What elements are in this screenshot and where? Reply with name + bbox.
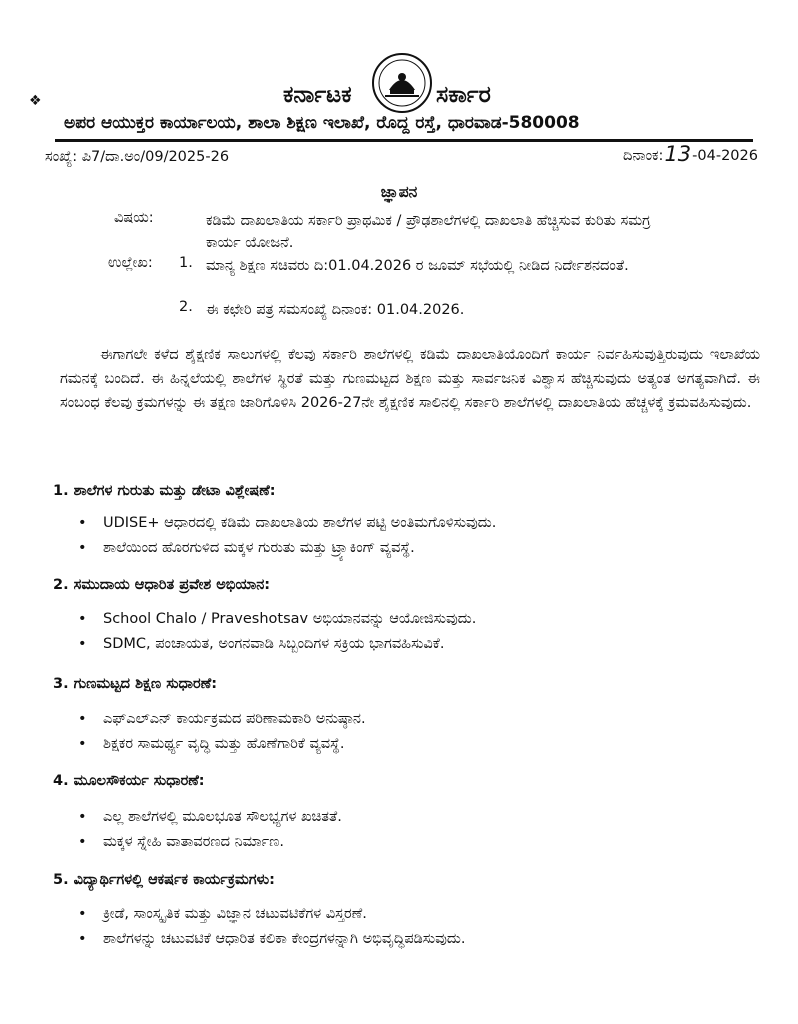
list-item-text: SDMC, ಪಂಚಾಯತ, ಅಂಗನವಾಡಿ ಸಿಬ್ಬಂದಿಗಳ ಸಕ್ರಿಯ ಭಾಗವಹಿಸುವಿಕೆ.: [103, 636, 445, 652]
date-label: ದಿನಾಂಕ:: [623, 148, 664, 164]
document-date: [623, 144, 758, 164]
bullet-glyph: •: [78, 834, 87, 850]
bullet-glyph: •: [78, 809, 87, 825]
intro-paragraph: ಈಗಾಗಲೇ ಕಳೆದ ಶೈಕ್ಷಣಿಕ ಸಾಲುಗಳಲ್ಲಿ ಕೆಲವು ಸರ್ಕಾರಿ ಶಾಲೆಗಳಲ್ಲಿ ಕಡಿಮೆ ದಾಖಲಾತಿಯೊಂದಿಗೆ ಕಾರ್ಯ ನಿರ್ವಹಿಸುವುತ್ತಿರುವುದು ಇಲಾಖೆಯ ಗಮನಕ್ಕೆ ಬಂದಿದೆ. ಈ ಹಿನ್ನಲೆಯಲ್ಲಿ ಶಾಲೆಗಳ ಸ್ಥಿರತೆ ಮತ್ತು ಗುಣಮಟ್ಟದ ಶಿಕ್ಷಣ ಮತ್ತು ಸಾರ್ವಜನಿಕ ವಿಶ್ವಾಸ ಹೆಚ್ಚಿಸುವುದು ಅತ್ಯಂತ ಅಗತ್ಯವಾಗಿದೆ. ಈ ಸಂಬಂಧ ಕೆಲವು ಕ್ರಮಗಳನ್ನು ಈ ತಕ್ಷಣ ಜಾರಿಗೊಳಿಸಿ 2026-27ನೇ ಶೈಕ್ಷಣಿಕ ಸಾಲಿನಲ್ಲಿ ಸರ್ಕಾರಿ ಶಾಲೆಗಳಲ್ಲಿ ದಾಖಲಾತಿಯ ಹೆಚ್ಚಳಕ್ಕೆ ಕ್ರಮವಹಿಸುವುದು.: [60, 347, 760, 411]
list-item-text: ಮಕ್ಕಳ ಸ್ನೇಹಿ ವಾತಾವರಣದ ನಿರ್ಮಾಣ.: [103, 834, 284, 850]
section-heading: 3. ಗುಣಮಟ್ಟದ ಶಿಕ್ಷಣ ಸುಧಾರಣೆ:: [53, 676, 218, 692]
list-item-text: UDISE+ ಆಧಾರದಲ್ಲಿ ಕಡಿಮೆ ದಾಖಲಾತಿಯ ಶಾಲೆಗಳ ಪಟ್ಟಿ ಅಂತಿಮಗೊಳಿಸುವುದು.: [103, 515, 497, 531]
list-item: [78, 711, 366, 727]
list-item: [78, 906, 367, 922]
list-item: [78, 611, 476, 627]
reference-item-number: 1.: [179, 255, 193, 271]
section-heading: 2. ಸಮುದಾಯ ಆಧಾರಿತ ಪ್ರವೇಶ ಅಭಿಯಾನ:: [53, 577, 271, 593]
bullet-glyph: •: [78, 540, 87, 556]
memo-title: ಜ್ಞಾಪನ: [380, 183, 418, 201]
subject-text: ಕಡಿಮೆ ದಾಖಲಾತಿಯ ಸರ್ಕಾರಿ ಪ್ರಾಥಮಿಕ / ಪ್ರೌಢಶಾಲೆಗಳಲ್ಲಿ ದಾಖಲಾತಿ ಹೆಚ್ಚಿಸುವ ಕುರಿತು ಸಮಗ್ರ ಕಾರ್ಯ ಯೋಜನೆ.: [206, 213, 651, 251]
reference-number: ಸಂಖ್ಯೆ: ಪಿ7/ದಾ.ಅಂ/09/2025-26: [45, 149, 230, 165]
bullet-glyph: •: [78, 906, 87, 922]
bullet-glyph: •: [78, 736, 87, 752]
government-title-right: ಸರ್ಕಾರ: [436, 82, 491, 108]
list-item: [78, 636, 445, 652]
office-address: ಅಪರ ಆಯುಕ್ತರ ಕಾರ್ಯಾಲಯ, ಶಾಲಾ ಶಿಕ್ಷಣ ಇಲಾಖೆ, ರೊದ್ದ ರಸ್ತೆ, ಧಾರವಾಡ-580008: [64, 113, 580, 133]
list-item-text: ಎಲ್ಲ ಶಾಲೆಗಳಲ್ಲಿ ಮೂಲಭೂತ ಸೌಲಭ್ಯಗಳ ಖಚಿತತೆ.: [103, 809, 342, 825]
list-item: [78, 809, 342, 825]
list-item-text: ಎಫ್‌ಎಲ್‌ಎನ್ ಕಾರ್ಯಕ್ರಮದ ಪರಿಣಾಮಕಾರಿ ಅನುಷ್ಠಾನ.: [103, 711, 366, 727]
reference-item-text: ಮಾನ್ಯ ಶಿಕ್ಷಣ ಸಚಿವರು ದಿ:01.04.2026 ರ ಜೂಮ್ ಸಭೆಯಲ್ಲಿ ನೀಡಿದ ನಿರ್ದೇಶನದಂತೆ.: [206, 258, 629, 274]
subject-label: ವಿಷಯ:: [114, 210, 154, 226]
bullet-glyph: •: [78, 515, 87, 531]
list-item-text: School Chalo / Praveshotsav ಅಭಿಯಾನವನ್ನು ಆಯೋಜಿಸುವುದು.: [103, 611, 477, 627]
section-heading: 1. ಶಾಲೆಗಳ ಗುರುತು ಮತ್ತು ಡೇಟಾ ವಿಶ್ಲೇಷಣೆ:: [53, 483, 276, 499]
date-month-year: -04-2026: [692, 148, 758, 164]
list-item: [78, 834, 284, 850]
bullet-glyph: •: [78, 931, 87, 947]
date-day-handwritten: 13: [664, 142, 692, 166]
government-seal-emblem: [371, 52, 433, 114]
list-item-text: ಶಿಕ್ಷಕರ ಸಾಮರ್ಥ್ಯ ವೃದ್ಧಿ ಮತ್ತು ಹೊಣೆಗಾರಿಕೆ ವ್ಯವಸ್ಥೆ.: [103, 736, 345, 752]
list-item-text: ಶಾಲೆಯಿಂದ ಹೊರಗುಳಿದ ಮಕ್ಕಳ ಗುರುತು ಮತ್ತು ಟ್ರ್ಯಾಕಿಂಗ್ ವ್ಯವಸ್ಥೆ.: [103, 540, 415, 556]
bullet-glyph: •: [78, 636, 87, 652]
list-item: [78, 931, 466, 947]
government-title-left: ಕರ್ನಾಟಕ: [283, 82, 352, 108]
list-item: [78, 540, 415, 556]
reference-item-number: 2.: [179, 299, 193, 315]
list-item: [78, 515, 496, 531]
bullet-glyph: •: [78, 611, 87, 627]
list-item: [78, 736, 344, 752]
header-divider: [55, 139, 753, 142]
section-heading: 4. ಮೂಲಸೌಕರ್ಯ ಸುಧಾರಣೆ:: [53, 773, 205, 789]
reference-item-text: ಈ ಕಛೇರಿ ಪತ್ರ ಸಮಸಂಖ್ಯೆ ದಿನಾಂಕ: 01.04.2026.: [206, 302, 465, 318]
references-label: ಉಲ್ಲೇಖ:: [108, 255, 153, 271]
section-heading: 5. ವಿದ್ಯಾರ್ಥಿಗಳಲ್ಲಿ ಆಕರ್ಷಕ ಕಾರ್ಯಕ್ರಮಗಳು:: [53, 872, 275, 888]
stray-ink-mark: ❖: [29, 93, 42, 109]
bullet-glyph: •: [78, 711, 87, 727]
list-item-text: ಕ್ರೀಡೆ, ಸಾಂಸ್ಕೃತಿಕ ಮತ್ತು ವಿಜ್ಞಾನ ಚಟುವಟಿಕೆಗಳ ವಿಸ್ತರಣೆ.: [103, 906, 367, 922]
list-item-text: ಶಾಲೆಗಳನ್ನು ಚಟುವಟಿಕೆ ಆಧಾರಿತ ಕಲಿಕಾ ಕೇಂದ್ರಗಳನ್ನಾಗಿ ಅಭಿವೃದ್ಧಿಪಡಿಸುವುದು.: [103, 931, 466, 947]
